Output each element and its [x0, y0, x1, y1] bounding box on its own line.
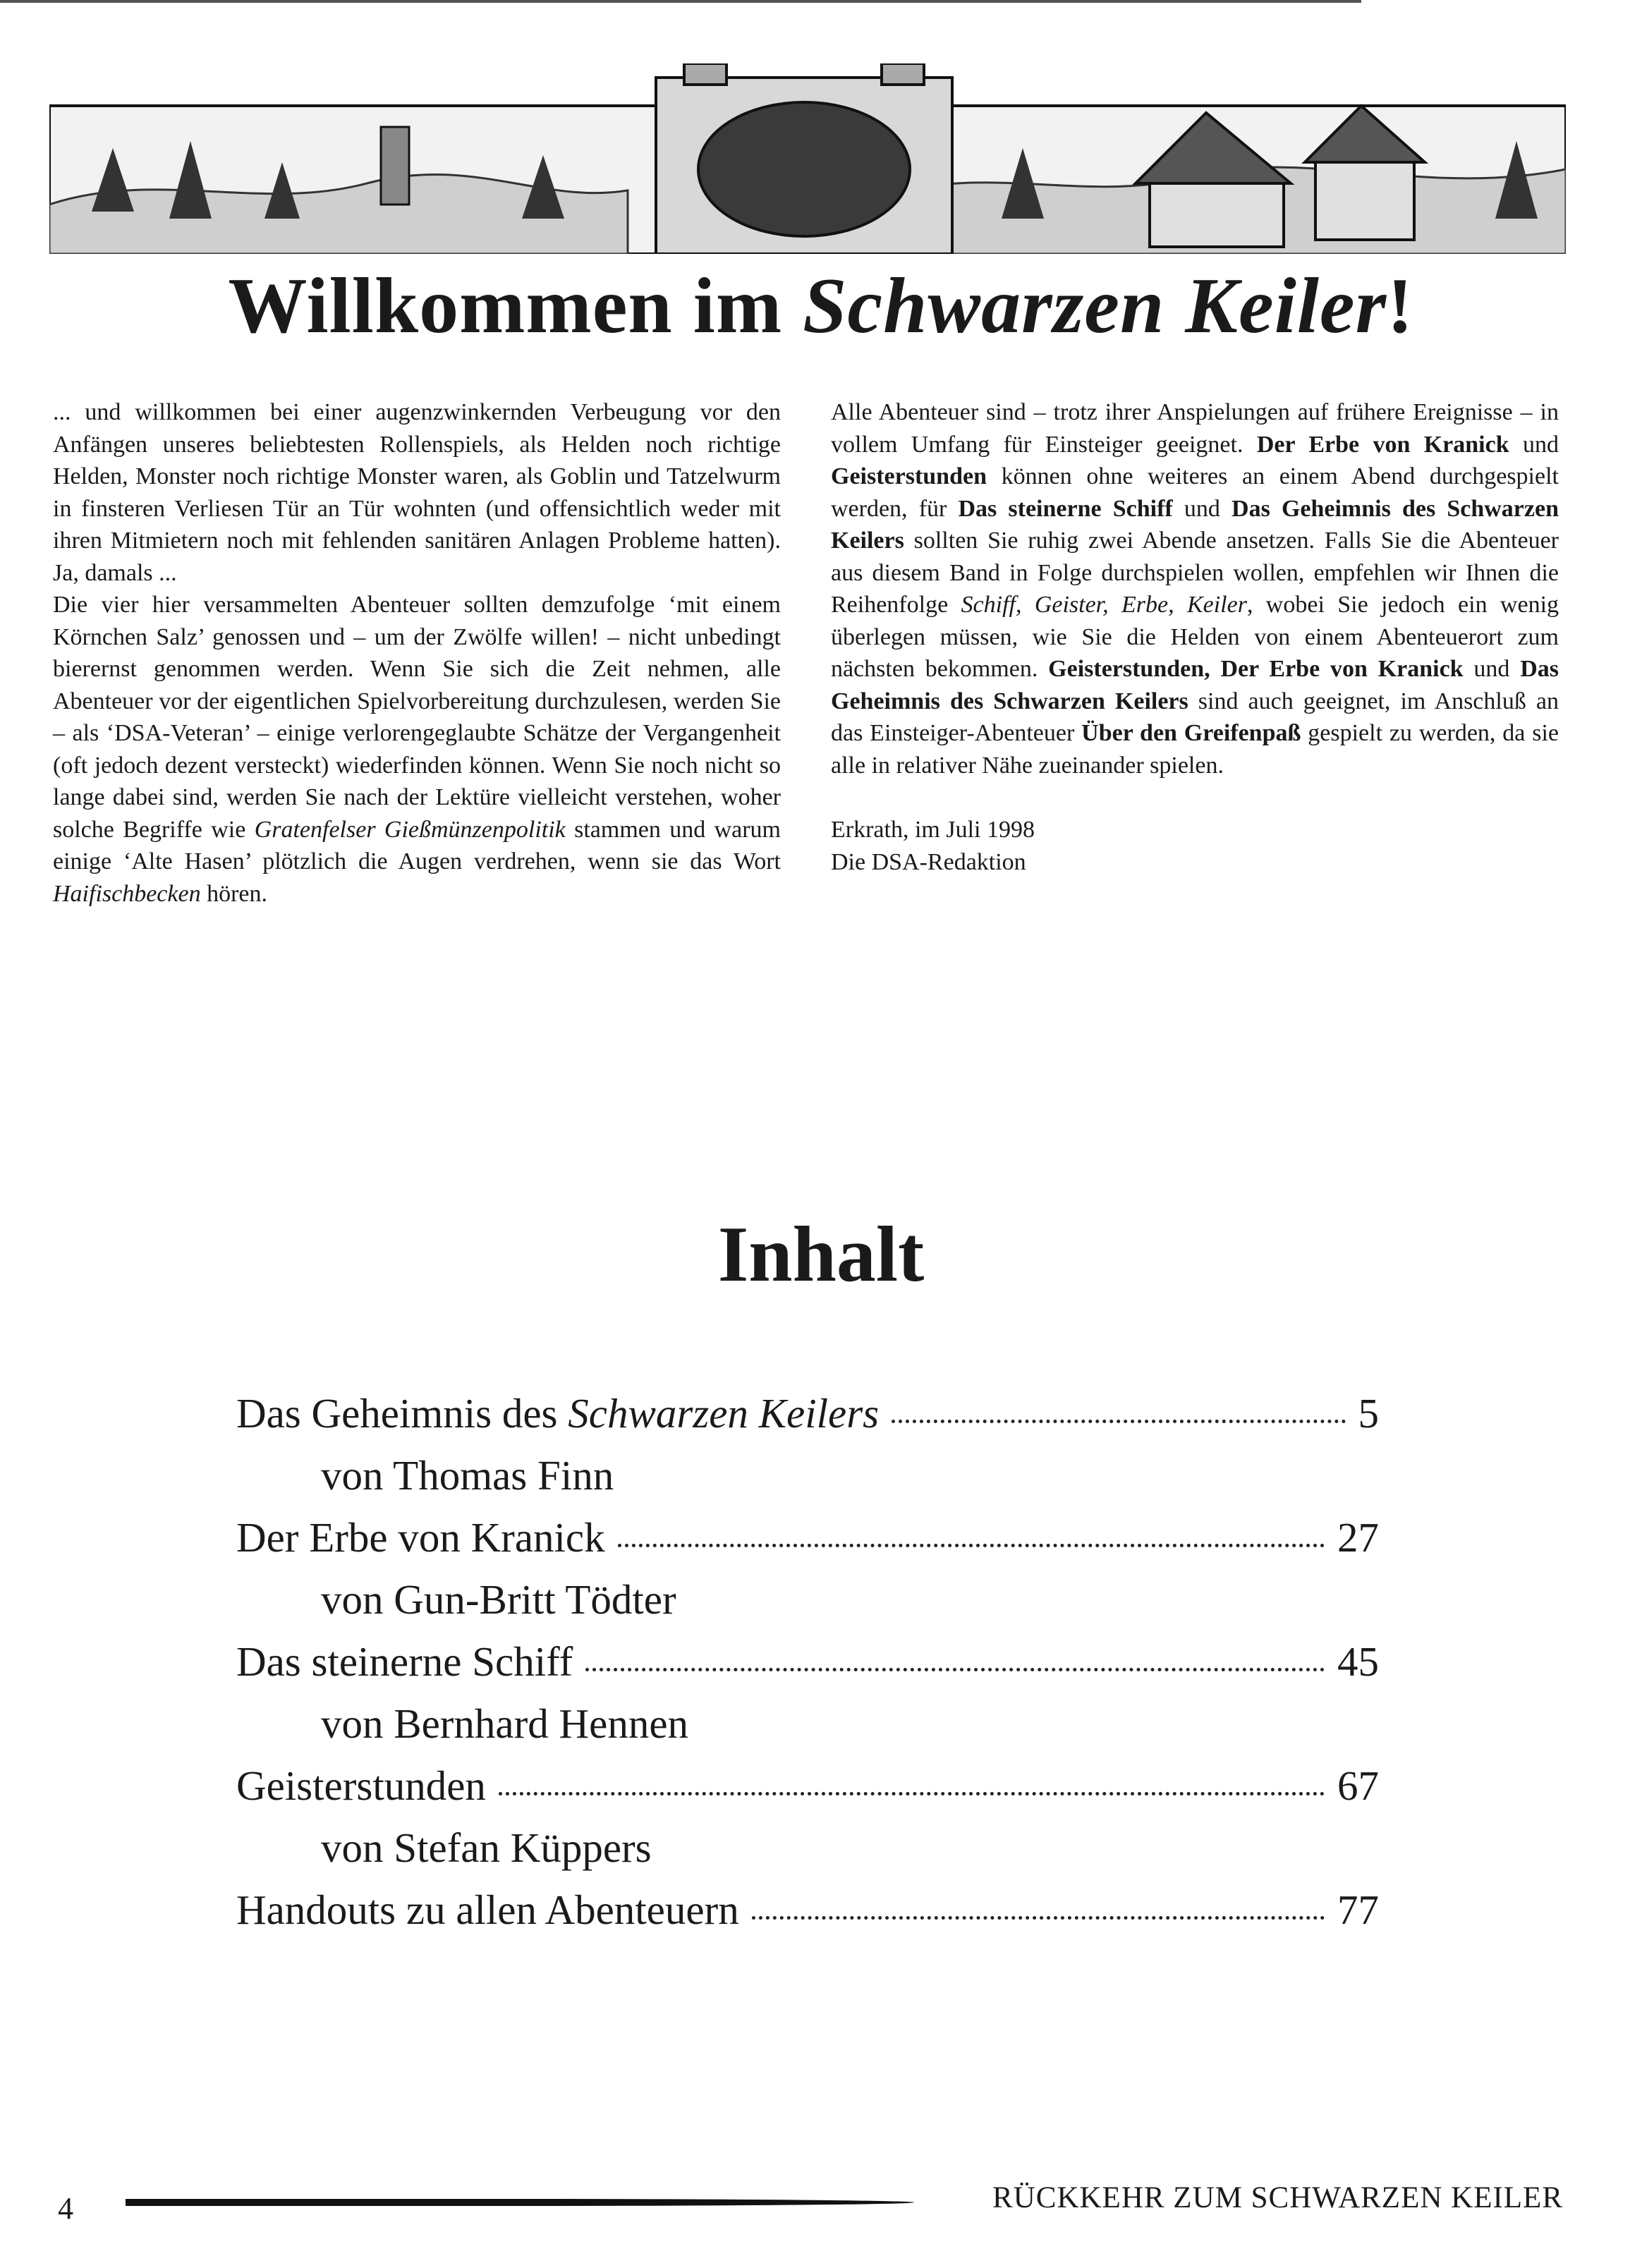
footer-rule	[126, 2199, 914, 2206]
toc-leader-dots	[892, 1420, 1345, 1423]
toc-entry-title: Das Geheimnis des Schwarzen Keilers	[236, 1390, 880, 1437]
tavern-sign	[656, 63, 952, 254]
intro-paragraph: Alle Abenteuer sind – trotz ihrer Anspielungen auf frühere Ereignisse – in vollem Umfang für Einsteiger geeignet. Der Erbe von Kranick und Geisterstunden können ohne weiteres an einem Abend durchgespielt werden, für Das steinerne Schiff und Das Geheimnis des Schwarzen Keilers sollten Sie ruhig zwei Abende ansetzen. Falls Sie die Abenteuer aus diesem Band in Folge durchspielen wollen, empfehlen wir Ihnen die Reihenfolge Schiff, Geister, Erbe, Keiler, wobei Sie jedoch ein wenig überlegen müssen, wie Sie die Helden von einem Abenteuerort zum nächsten bekommen. Geisterstunden, Der Erbe von Kranick und Das Geheimnis des Schwarzen Keilers sind auch geeignet, im Anschluß an das Einsteiger-Abenteuer Über den Greifenpaß gespielt zu werden, da sie alle in relativer Nähe zueinander spielen.	[831, 399, 1559, 779]
signature-place-date: Erkrath, im Juli 1998	[831, 817, 1035, 843]
boar-head-icon	[698, 102, 910, 236]
intro-column-right	[831, 396, 1559, 878]
running-title: RÜCKKEHR ZUM SCHWARZEN KEILER	[992, 2181, 1563, 2214]
toc-heading: Inhalt	[717, 1211, 925, 1298]
toc-entry-title: Geisterstunden	[236, 1762, 486, 1809]
toc-author: von Gun-Britt Tödter	[321, 1576, 676, 1623]
toc-leader-dots	[499, 1792, 1325, 1796]
toc-entry	[236, 1506, 1379, 1568]
toc-entry	[236, 1879, 1379, 1941]
toc-leader-dots	[752, 1916, 1325, 1920]
tower-icon	[381, 127, 409, 205]
toc-entry-title: Der Erbe von Kranick	[236, 1514, 605, 1561]
page-number: 4	[58, 2191, 73, 2226]
toc-entry-title: Das steinerne Schiff	[236, 1638, 573, 1685]
toc-leader-dots	[618, 1544, 1325, 1547]
toc-page-number: 27	[1337, 1514, 1379, 1561]
intro-paragraph: Die vier hier versammelten Abenteuer sollten demzufolge ‘mit einem Körnchen Salz’ genossen und – um der Zwölfe willen! – nicht unbedingt bierernst genommen werden. Wenn Sie sich die Zeit nehmen, alle Abenteuer vor der eigentlichen Spielvorbereitung durchzulesen, werden Sie – als ‘DSA-Veteran’ – einige verlorengeglaubte Schätze der Vergangenheit (oft jedoch dezent versteckt) wiederfinden können. Wenn Sie noch nicht so lange dabei sind, werden Sie nach der Lektüre vielleicht verstehen, woher solche Begriffe wie Gratenfelser Gießmünzenpolitik stammen und warum einige ‘Alte Hasen’ plötzlich die Augen verdrehen, wenn sie das Wort Haifischbecken hören.	[53, 592, 781, 907]
signature-org: Die DSA-Redaktion	[831, 848, 1026, 875]
intro-paragraph: ... und willkommen bei einer augenzwinkernden Verbeugung vor den Anfängen unseres beliebtesten Rollenspiels, als Helden noch richtige Helden, Monster noch richtige Monster waren, als Goblin und Tatzelwurm in finsteren Verliesen Tür an Tür wohnten (und offensichtlich weder mit ihren Mitmietern noch mit fehlenden sanitären Anlagen Probleme hatten). Ja, damals ...	[53, 399, 781, 586]
toc-entry	[236, 1382, 1379, 1444]
toc-page-number: 67	[1337, 1762, 1379, 1809]
table-of-contents	[236, 1382, 1379, 1941]
toc-entry-title: Handouts zu allen Abenteuern	[236, 1886, 739, 1933]
toc-author: von Stefan Küppers	[321, 1824, 652, 1871]
toc-entry	[236, 1630, 1379, 1693]
toc-leader-dots	[585, 1668, 1325, 1671]
toc-entry	[236, 1755, 1379, 1817]
toc-page-number: 77	[1337, 1886, 1379, 1933]
page-title: Willkommen im Schwarzen Keiler!	[228, 262, 1414, 350]
intro-column-left	[53, 396, 781, 910]
toc-author: von Bernhard Hennen	[321, 1700, 689, 1747]
header-illustration	[49, 63, 1566, 254]
toc-author: von Thomas Finn	[321, 1452, 614, 1499]
toc-page-number: 5	[1358, 1390, 1379, 1437]
top-edge-rule	[0, 0, 1361, 3]
toc-page-number: 45	[1337, 1638, 1379, 1685]
